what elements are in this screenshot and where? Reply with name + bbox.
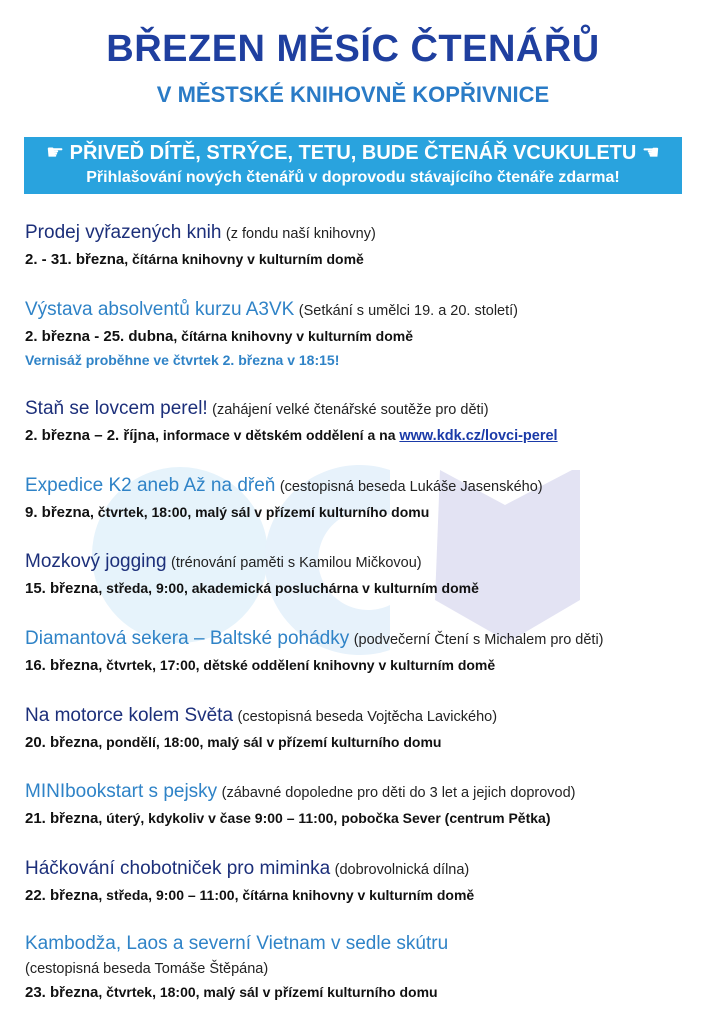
lovci-perel-link[interactable]: www.kdk.cz/lovci-perel (399, 428, 558, 444)
event-date: 23. března (25, 984, 99, 1001)
event-title: MINIbookstart s pejsky (25, 781, 218, 802)
event-title: Kambodža, Laos a severní Vietnam v sedle skútru (25, 933, 449, 954)
pointing-left-hand-icon: ☚ (641, 142, 660, 164)
event-note: (trénování paměti s Kamilou Mičkovou) (170, 555, 422, 571)
event-title: Diamantová sekera – Baltské pohádky (25, 628, 350, 649)
event-place: , informace v dětském oddělení a na (155, 427, 400, 443)
event-note: (cestopisná beseda Vojtěcha Lavického) (237, 709, 498, 725)
pointing-right-hand-icon: ☛ (46, 142, 65, 164)
event-date: 16. března (25, 657, 99, 674)
event-place: , čtvrtek, 17:00, dětské oddělení knihovny v kulturním domě (98, 657, 496, 673)
banner-subline: Přihlašování nových čtenářů v doprovodu stávajícího čtenáře zdarma! (86, 169, 620, 186)
event-item (25, 856, 685, 908)
event-place: , čtvrtek, 18:00, malý sál v přízemí kulturního domu (98, 984, 438, 1000)
event-item (25, 549, 685, 601)
event-date: 2. března – 2. října (25, 427, 156, 444)
event-place: , pondělí, 18:00, malý sál v přízemí kulturního domu (98, 734, 442, 750)
event-title: Mozkový jogging (25, 551, 167, 572)
event-place: , čtvrtek, 18:00, malý sál v přízemí kulturního domu (90, 504, 430, 520)
event-place: , středa, 9:00 – 11:00, čítárna knihovny v kulturním domě (98, 887, 475, 903)
event-note: (podvečerní Čtení s Michalem pro děti) (353, 632, 604, 648)
promo-banner (24, 137, 682, 194)
event-item (25, 703, 685, 755)
event-title: Staň se lovcem perel! (25, 398, 208, 419)
page-subtitle: V MĚSTSKÉ KNIHOVNĚ KOPŘIVNICE (156, 82, 550, 107)
event-note: (z fondu naší knihovny) (225, 226, 376, 242)
event-item (25, 779, 685, 831)
event-title: Háčkování chobotniček pro miminka (25, 858, 331, 879)
event-note: (zábavné dopoledne pro děti do 3 let a jejich doprovod) (221, 785, 576, 801)
event-place: , úterý, kdykoliv v čase 9:00 – 11:00, pobočka Sever (centrum Pětka) (98, 810, 551, 826)
event-date: 22. března (25, 887, 99, 904)
event-vernissage-note: Vernisáž proběhne ve čtvrtek 2. března v 18:15! (25, 352, 340, 368)
event-date: 15. března (25, 580, 99, 597)
event-date: 2. - 31. března (25, 251, 125, 268)
event-title: Výstava absolventů kurzu A3VK (25, 299, 295, 320)
page-title: BŘEZEN MĚSÍC ČTENÁŘŮ (106, 28, 600, 70)
event-note: (dobrovolnická dílna) (334, 862, 470, 878)
event-item (25, 396, 685, 448)
banner-headline-text: PŘIVEĎ DÍTĚ, STRÝCE, TETU, BUDE ČTENÁŘ VCUKULETU (69, 142, 637, 164)
event-item (25, 626, 685, 678)
event-date: 9. března (25, 504, 91, 521)
event-place: , středa, 9:00, akademická posluchárna v kulturním domě (98, 580, 479, 596)
event-item (25, 473, 685, 525)
banner-headline (24, 139, 682, 167)
event-title: Expedice K2 aneb Až na dřeň (25, 475, 276, 496)
event-title: Na motorce kolem Světa (25, 705, 234, 726)
event-date: 21. března (25, 810, 99, 827)
event-note: (cestopisná beseda Tomáše Štěpána) (25, 961, 269, 977)
event-item (25, 297, 685, 371)
event-place: , čítárna knihovny v kulturním domě (173, 328, 413, 344)
event-place: , čítárna knihovny v kulturním domě (124, 251, 364, 267)
event-item (25, 931, 685, 1005)
event-note: (cestopisná beseda Lukáše Jasenského) (279, 479, 543, 495)
event-note: (zahájení velké čtenářské soutěže pro děti) (212, 402, 489, 418)
event-date: 20. března (25, 734, 99, 751)
event-item (25, 220, 685, 272)
event-date: 2. března - 25. dubna (25, 328, 174, 345)
event-note: (Setkání s umělci 19. a 20. století) (298, 303, 518, 319)
event-title: Prodej vyřazených knih (25, 222, 222, 243)
